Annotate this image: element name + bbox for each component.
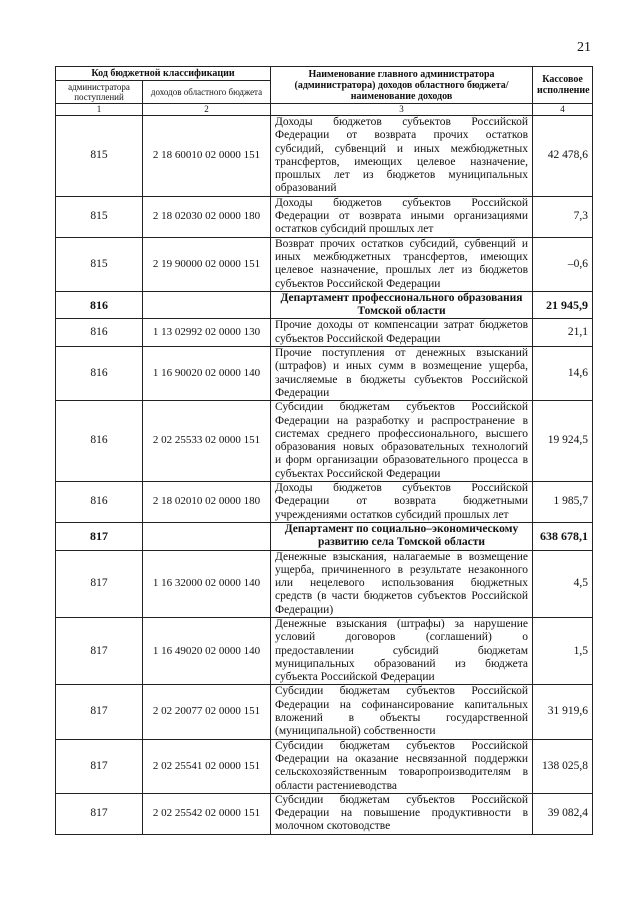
- admin-code-cell: 816: [56, 401, 143, 482]
- income-name-line: Федерации от возврата иными организациями: [275, 210, 529, 223]
- table-row: [56, 482, 593, 523]
- income-name-line: Денежные взыскания, налагаемые в возмещение: [275, 550, 529, 563]
- table-row: [56, 617, 593, 684]
- income-name-line: иных межбюджетных трансфертов, имеющих: [275, 250, 529, 263]
- income-name-cell: [271, 685, 533, 739]
- budget-revenue-table: [55, 66, 593, 835]
- income-code-cell: 2 19 90000 02 0000 151: [143, 237, 271, 291]
- amount-cell: 21,1: [533, 319, 593, 347]
- income-name-cell: [271, 793, 533, 834]
- income-name-line: прошлых лет из бюджетов муниципальных: [275, 169, 529, 182]
- income-code-cell: 2 02 25541 02 0000 151: [143, 739, 271, 793]
- income-name-line: субсидий, субвенций и иных межбюджетных: [275, 142, 529, 155]
- col-number-4: 4: [533, 104, 593, 116]
- table-row: [56, 237, 593, 291]
- income-name-cell: [271, 617, 533, 684]
- amount-cell: 21 945,9: [533, 291, 593, 319]
- amount-cell: 31 919,6: [533, 685, 593, 739]
- income-name-cell: [271, 319, 533, 347]
- income-name-line: Субсидии бюджетам субъектов Российской: [275, 685, 529, 698]
- income-name-line: субъектов Российской Федерации: [275, 277, 441, 290]
- income-name-line: Департамент по социально–экономическому: [284, 522, 519, 535]
- income-name-line: Федерации на разработку и распространение в: [275, 414, 529, 427]
- income-code-cell: 2 18 02030 02 0000 180: [143, 196, 271, 237]
- admin-code-cell: 815: [56, 237, 143, 291]
- income-name-cell: [271, 739, 533, 793]
- amount-cell: 1 985,7: [533, 482, 593, 523]
- admin-code-cell: 816: [56, 482, 143, 523]
- income-name-cell: [271, 347, 533, 401]
- income-name-line: Федерации: [275, 386, 330, 399]
- income-name-line: остатков субсидий прошлых лет: [275, 223, 434, 236]
- income-name-cell: [271, 116, 533, 197]
- col-number-1: 1: [56, 104, 143, 116]
- col-number-3: 3: [271, 104, 533, 116]
- income-code-cell: 2 18 60010 02 0000 151: [143, 116, 271, 197]
- amount-cell: 4,5: [533, 550, 593, 617]
- income-name-line: молочном скотоводстве: [275, 820, 391, 833]
- amount-cell: 14,6: [533, 347, 593, 401]
- income-name-line: Субсидии бюджетам субъектов Российской: [275, 739, 529, 752]
- income-name-line: предоставлении субсидий бюджетам: [275, 644, 529, 657]
- income-code-cell: 2 02 20077 02 0000 151: [143, 685, 271, 739]
- income-name-line: образования новых образовательных технологий: [275, 441, 529, 454]
- income-name-line: Денежные взыскания (штрафы) за нарушение: [275, 617, 529, 630]
- admin-code-cell: 815: [56, 116, 143, 197]
- amount-cell: 42 478,6: [533, 116, 593, 197]
- income-name-line: Возврат прочих остатков субсидий, субвенций и: [275, 237, 529, 250]
- amount-cell: 1,5: [533, 617, 593, 684]
- income-name-line: муниципальных образований из бюджета: [275, 657, 529, 670]
- income-name-line: Федерации): [275, 603, 334, 616]
- income-name-line: сельскохозяйственным товаропроизводителям в: [275, 766, 529, 779]
- department-row: [56, 522, 593, 550]
- amount-cell: 638 678,1: [533, 522, 593, 550]
- income-name-line: Субсидии бюджетам субъектов Российской: [275, 401, 529, 414]
- income-code-cell: 1 16 32000 02 0000 140: [143, 550, 271, 617]
- income-name-line: учреждениями остатков субсидий прошлых лет: [275, 508, 509, 521]
- income-name-line: ущерба, причиненного в результате незаконного: [275, 563, 529, 576]
- income-name-line: Федерации от возврата бюджетными: [275, 495, 529, 508]
- income-name-line: Прочие поступления от денежных взысканий: [275, 347, 529, 360]
- income-name-line: Субсидии бюджетам субъектов Российской: [275, 793, 529, 806]
- income-name-line: системах среднего профессионального, высшего: [275, 427, 529, 440]
- income-name-line: Федерации на софинансирование капитальных: [275, 698, 529, 711]
- department-row: [56, 291, 593, 319]
- income-name-line: Доходы бюджетов субъектов Российской: [275, 116, 529, 128]
- table-row: [56, 319, 593, 347]
- table-row: [56, 196, 593, 237]
- income-name-line: субъектах Российской Федерации: [275, 467, 441, 480]
- income-name-line: Федерации на оказание несвязанной поддержки: [275, 752, 529, 765]
- amount-cell: –0,6: [533, 237, 593, 291]
- income-name-line: Томской области: [357, 305, 446, 318]
- table-row: [56, 347, 593, 401]
- income-name-line: зачисляемые в бюджеты субъектов Российской: [275, 373, 529, 386]
- amount-cell: 39 082,4: [533, 793, 593, 834]
- income-name-line: Федерации на повышение продуктивности в: [275, 807, 529, 820]
- income-name-line: целевое назначение, прошлых лет из бюджетов: [275, 264, 529, 277]
- income-name-line: Федерации от возврата прочих остатков: [275, 129, 529, 142]
- admin-code-cell: 816: [56, 319, 143, 347]
- admin-code-cell: 817: [56, 550, 143, 617]
- income-code-cell: 1 16 49020 02 0000 140: [143, 617, 271, 684]
- income-name-line: субъекта Российской Федерации: [275, 671, 435, 684]
- income-name-line: области растениеводства: [275, 779, 397, 792]
- income-code-cell: 2 18 02010 02 0000 180: [143, 482, 271, 523]
- income-name-line: (муниципальной) собственности: [275, 725, 436, 738]
- income-name-line: условий договоров (соглашений) о: [275, 631, 529, 644]
- income-name-cell: [271, 550, 533, 617]
- income-code-cell: 1 16 90020 02 0000 140: [143, 347, 271, 401]
- amount-cell: 138 025,8: [533, 739, 593, 793]
- income-name-line: средств (в части бюджетов субъектов Российской: [275, 590, 529, 603]
- income-name-line: Доходы бюджетов субъектов Российской: [275, 196, 529, 209]
- regional-income-header: доходов областного бюджета: [143, 81, 271, 104]
- income-code-cell: 1 13 02992 02 0000 130: [143, 319, 271, 347]
- income-name-line: вложений в объекты государственной: [275, 712, 529, 725]
- cash-header: Кассовое исполнение: [533, 67, 593, 104]
- income-name-line: трансфертов, имеющих целевое назначение,: [275, 155, 529, 168]
- table-row: [56, 685, 593, 739]
- admin-code-cell: 817: [56, 739, 143, 793]
- income-name-line: образований: [275, 182, 337, 195]
- income-code-cell: [143, 291, 271, 319]
- table-row: [56, 550, 593, 617]
- income-name-line: (штрафов) и иных сумм в возмещение ущерба,: [275, 360, 529, 373]
- classification-header: Код бюджетной классификации: [56, 67, 271, 81]
- page-number: 21: [577, 40, 591, 55]
- income-name-cell: [271, 401, 533, 482]
- income-code-cell: 2 02 25533 02 0000 151: [143, 401, 271, 482]
- table-row: [56, 116, 593, 197]
- table-row: [56, 739, 593, 793]
- income-name-cell: [271, 291, 533, 319]
- admin-code-cell: 817: [56, 522, 143, 550]
- income-name-line: субъектов Российской Федерации: [275, 332, 441, 345]
- income-name-line: Прочие доходы от компенсации затрат бюджетов: [275, 319, 529, 332]
- admin-code-cell: 817: [56, 685, 143, 739]
- income-name-cell: [271, 482, 533, 523]
- amount-cell: 7,3: [533, 196, 593, 237]
- income-name-line: развитию села Томской области: [317, 536, 486, 549]
- income-name-line: Доходы бюджетов субъектов Российской: [275, 482, 529, 495]
- amount-cell: 19 924,5: [533, 401, 593, 482]
- table-row: [56, 793, 593, 834]
- income-name-cell: [271, 522, 533, 550]
- col-number-2: 2: [143, 104, 271, 116]
- income-name-cell: [271, 196, 533, 237]
- income-code-cell: 2 02 25542 02 0000 151: [143, 793, 271, 834]
- name-header: Наименование главного администратора (администратора) доходов областного бюджета/ наименование доходов: [271, 67, 533, 104]
- admin-code-cell: 816: [56, 347, 143, 401]
- table-row: [56, 401, 593, 482]
- admin-income-header: администратора поступлений: [56, 81, 143, 104]
- admin-code-cell: 815: [56, 196, 143, 237]
- income-code-cell: [143, 522, 271, 550]
- income-name-line: Департамент профессионального образования: [280, 291, 523, 304]
- income-name-line: и форм организации образовательного процесса в: [275, 454, 529, 467]
- admin-code-cell: 817: [56, 793, 143, 834]
- income-name-line: или нецелевого использования бюджетных: [275, 577, 529, 590]
- income-name-cell: [271, 237, 533, 291]
- table-body: [56, 116, 593, 835]
- admin-code-cell: 816: [56, 291, 143, 319]
- admin-code-cell: 817: [56, 617, 143, 684]
